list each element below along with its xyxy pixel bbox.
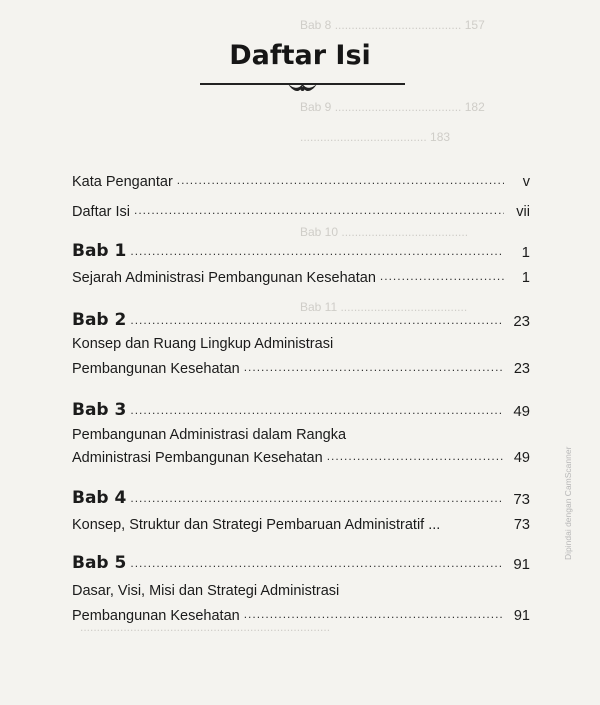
toc-entry-bab-1[interactable] <box>72 241 530 261</box>
toc-page-number: 73 <box>513 517 530 533</box>
leader-dots <box>177 173 504 187</box>
toc-label: Konsep, Struktur dan Strategi Pembaruan Administratif ... <box>72 517 441 533</box>
toc-label: Pembangunan Kesehatan <box>72 361 240 377</box>
chapter-label: Bab 2 <box>72 310 127 330</box>
leader-dots <box>130 556 504 570</box>
toc-page-number: 73 <box>513 491 530 508</box>
toc-entry-bab-2[interactable] <box>72 310 530 330</box>
chapter-label: Bab 3 <box>72 400 127 420</box>
toc-entry-bab-4[interactable] <box>72 488 530 508</box>
toc-page-number: vii <box>516 204 530 220</box>
leader-dots <box>130 313 504 327</box>
chapter-label: Bab 4 <box>72 488 127 508</box>
camscanner-watermark: Dipindai dengan CamScanner <box>563 446 573 560</box>
toc-page-number: 49 <box>513 450 530 466</box>
toc-page-number: 91 <box>513 556 530 573</box>
toc-page-number: 23 <box>513 361 530 377</box>
leader-dots <box>244 360 504 374</box>
toc-entry-bab-4-topic[interactable] <box>72 513 530 533</box>
toc-page-number: 1 <box>521 270 530 286</box>
leader-dots <box>130 491 504 505</box>
leader-dots <box>380 269 504 283</box>
toc-entry-bab-5-topic[interactable] <box>72 604 530 624</box>
toc-entry-bab-3-topic[interactable] <box>72 446 530 466</box>
leader-dots <box>130 403 504 417</box>
leader-dots <box>327 449 504 463</box>
leader-dots <box>130 244 504 258</box>
toc-label: Kata Pengantar <box>72 174 173 190</box>
page-title: Daftar Isi <box>229 40 371 71</box>
leader-dots <box>134 203 504 217</box>
toc-page-number: v <box>522 174 530 190</box>
toc-page-number: 23 <box>513 313 530 330</box>
toc-page-number: 1 <box>521 244 530 261</box>
toc-topic-line: Dasar, Visi, Misi dan Strategi Administrasi <box>72 583 340 599</box>
chapter-label: Bab 5 <box>72 553 127 573</box>
toc-entry-daftar-isi[interactable] <box>72 200 530 220</box>
toc-label: Administrasi Pembangunan Kesehatan <box>72 450 323 466</box>
toc-entry-bab-3[interactable] <box>72 400 530 420</box>
toc-label: Pembangunan Kesehatan <box>72 608 240 624</box>
toc-topic-line: Pembangunan Administrasi dalam Rangka <box>72 427 347 443</box>
toc-entry-bab-2-topic[interactable] <box>72 357 530 377</box>
chapter-label: Bab 1 <box>72 241 127 261</box>
toc-entry-bab-1-topic[interactable] <box>72 266 530 286</box>
toc-page-number: 91 <box>513 608 530 624</box>
toc-entry-bab-5[interactable] <box>72 553 530 573</box>
toc-entry-kata-pengantar[interactable] <box>72 170 530 190</box>
toc-topic-line: Konsep dan Ruang Lingkup Administrasi <box>72 336 334 352</box>
toc-label: Daftar Isi <box>72 204 131 220</box>
toc-label: Sejarah Administrasi Pembangunan Kesehatan <box>72 270 376 286</box>
leader-dots <box>244 607 504 621</box>
toc-page-number: 49 <box>513 403 530 420</box>
title-ornament-icon <box>200 78 405 94</box>
